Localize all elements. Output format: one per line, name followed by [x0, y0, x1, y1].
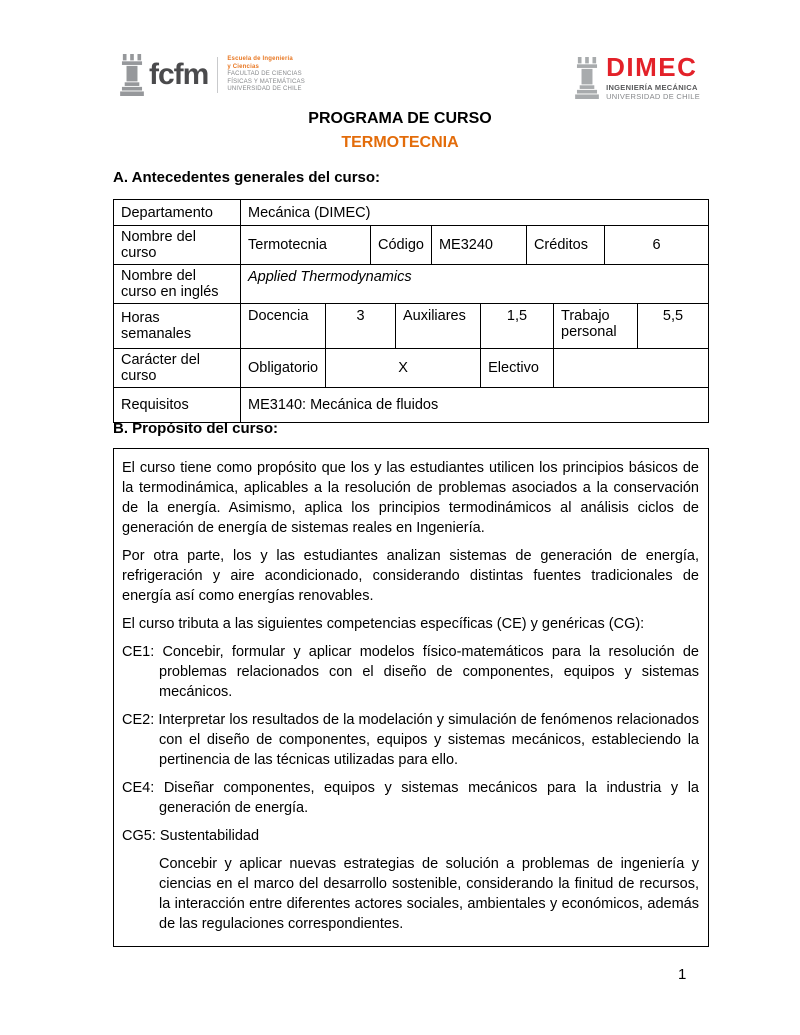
uchile-tower-icon	[120, 54, 144, 96]
document-title: PROGRAMA DE CURSO	[308, 110, 492, 127]
nombre-ingles-value: Applied Thermodynamics	[241, 265, 709, 304]
course-purpose-box	[113, 448, 709, 947]
trabajo-personal-value: 5,5	[638, 304, 709, 349]
fcfm-logo-text	[227, 56, 305, 94]
page-number: 1	[678, 966, 687, 983]
fcfm-logo-line: UNIVERSIDAD DE CHILE	[227, 86, 302, 93]
obligatorio-value: X	[326, 349, 481, 388]
table-row-nombre	[114, 226, 709, 265]
competencia-ce1-paragraph: CE1: Concebir, formular y aplicar modelos físico-matemáticos para la resolución de problemas relacionados con el diseño de componentes, equipos y sistemas mecánicos.	[122, 644, 699, 700]
purpose-paragraph: Por otra parte, los y las estudiantes analizan sistemas de generación de energía, refrigeración y aire acondicionado, considerando distintas fuentes tradicionales de energía así como energías renovables.	[122, 548, 699, 604]
electivo-label: Electivo	[481, 349, 554, 388]
dimec-wordmark: DIMEC	[606, 52, 698, 82]
codigo-value: ME3240	[432, 226, 527, 265]
electivo-value	[554, 349, 709, 388]
fcfm-logo-line: y Ciencias	[227, 63, 260, 70]
course-info-table	[113, 199, 709, 423]
departamento-value: Mecánica (DIMEC)	[241, 200, 709, 226]
requisitos-label: Requisitos	[114, 388, 241, 423]
requisitos-value: ME3140: Mecánica de fluidos	[241, 388, 709, 423]
table-row-nombre-ingles	[114, 265, 709, 304]
docencia-label: Docencia	[241, 304, 326, 349]
fcfm-logo	[120, 54, 305, 96]
horas-semanales-label: Horas semanales	[114, 304, 241, 349]
table-row-caracter	[114, 349, 709, 388]
table-row-horas	[114, 304, 709, 349]
table-row-departamento	[114, 200, 709, 226]
creditos-value: 6	[605, 226, 709, 265]
codigo-label: Código	[371, 226, 432, 265]
header-logos	[120, 54, 700, 101]
competencia-cg5-heading: CG5: Sustentabilidad	[122, 828, 260, 844]
competencias-intro-paragraph: El curso tributa a las siguientes competencias específicas (CE) y genéricas (CG):	[122, 616, 645, 632]
nombre-curso-label: Nombre del curso	[114, 226, 241, 265]
dimec-logo-text	[606, 54, 700, 101]
table-row-requisitos	[114, 388, 709, 423]
obligatorio-label: Obligatorio	[241, 349, 326, 388]
fcfm-logo-line: FACULTAD DE CIENCIAS	[227, 71, 302, 78]
section-b-heading: B. Propósito del curso:	[113, 420, 279, 437]
creditos-label: Créditos	[527, 226, 605, 265]
nombre-ingles-label: Nombre del curso en inglés	[114, 265, 241, 304]
fcfm-wordmark: fcfm	[149, 58, 209, 91]
fcfm-logo-line: Escuela de Ingeniería	[227, 56, 293, 63]
dimec-logo-line: UNIVERSIDAD DE CHILE	[606, 92, 700, 101]
docencia-value: 3	[326, 304, 396, 349]
fcfm-logo-line: FÍSICAS Y MATEMÁTICAS	[227, 78, 305, 85]
section-a-heading: A. Antecedentes generales del curso:	[113, 169, 381, 186]
departamento-label: Departamento	[114, 200, 241, 226]
course-name-title: TERMOTECNIA	[341, 134, 459, 151]
logo-divider	[217, 57, 218, 93]
trabajo-personal-label: Trabajo personal	[554, 304, 638, 349]
competencia-cg5-paragraph: Concebir y aplicar nuevas estrategias de solución a problemas de ingeniería y ciencias en el marco del desarrollo sostenible, considerando la finitud de recursos, la interacción entre diferentes actores sociales, ambientales y económicos, además de las regulaciones correspondientes.	[159, 856, 699, 932]
competencia-ce2-paragraph: CE2: Interpretar los resultados de la modelación y simulación de fenómenos relacionados con el diseño de componentes, equipos y sistemas mecánicos, estableciendo la pertinencia de las técnicas utilizadas para ello.	[122, 712, 699, 768]
caracter-curso-label: Carácter del curso	[114, 349, 241, 388]
dimec-logo	[575, 54, 700, 101]
purpose-paragraph: El curso tiene como propósito que los y las estudiantes utilicen los principios básicos de la termodinámica, aplicables a la resolución de problemas asociados a la conservación de la energía. Asimismo, aplica los principios termodinámicos al análisis ciclos de generación de energía de sistemas reales en Ingeniería.	[122, 460, 699, 536]
competencia-ce4-paragraph: CE4: Diseñar componentes, equipos y sistemas mecánicos para la industria y la generación de energía.	[122, 780, 699, 816]
nombre-curso-value: Termotecnia	[241, 226, 371, 265]
uchile-tower-icon	[575, 57, 599, 99]
dimec-logo-line: INGENIERÍA MECÁNICA	[606, 83, 698, 92]
auxiliares-label: Auxiliares	[396, 304, 481, 349]
auxiliares-value: 1,5	[481, 304, 554, 349]
